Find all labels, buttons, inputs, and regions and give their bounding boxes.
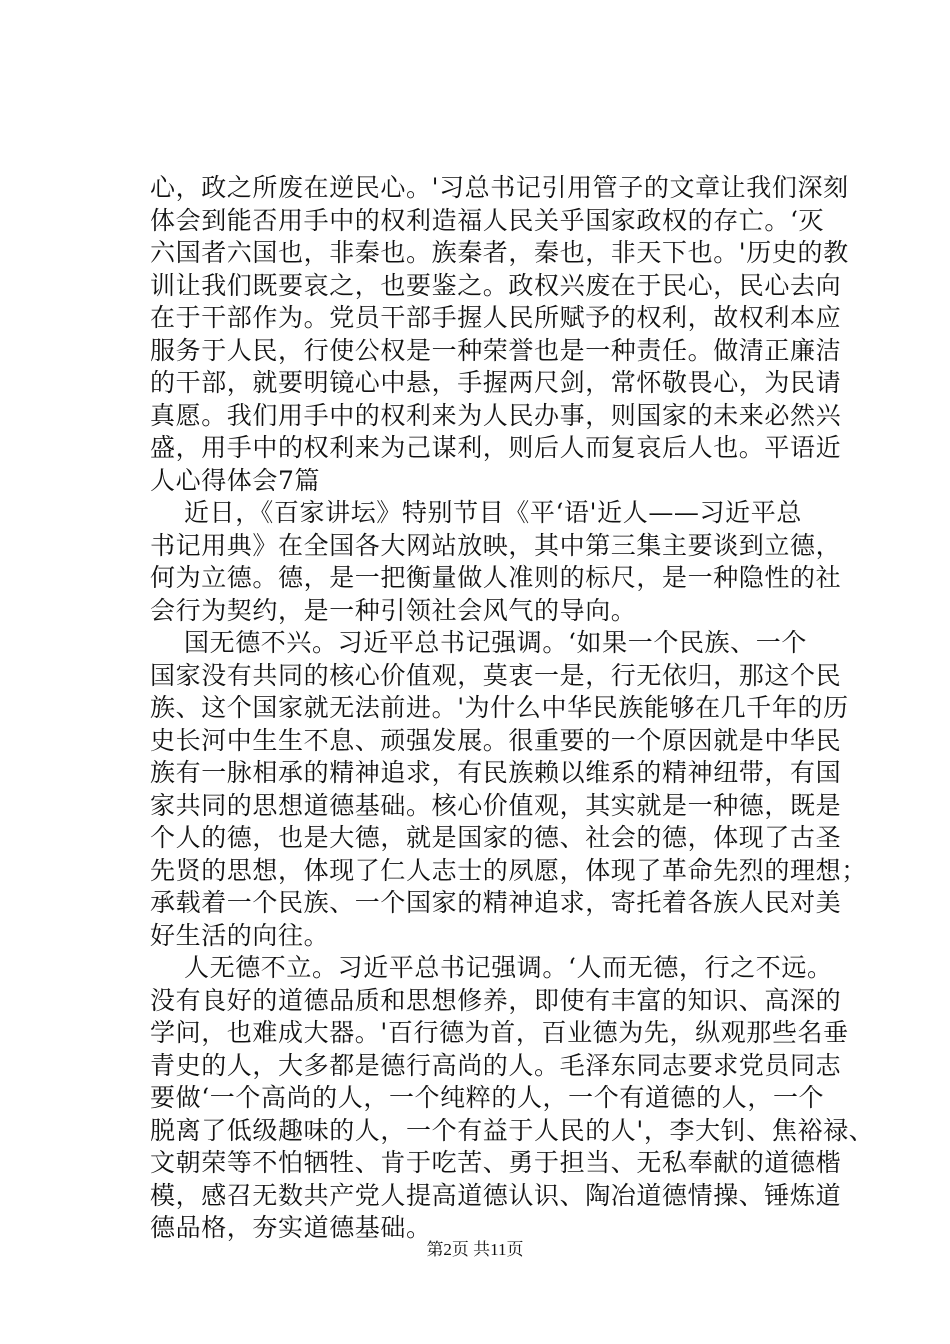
text-line: 青史的人，大多都是德行高尚的人。毛泽东同志要求党员同志 xyxy=(150,1050,842,1080)
text-line: 的干部，就要明镜心中悬，手握两尺剑，常怀敬畏心，为民请 xyxy=(150,368,842,397)
text-line: 书记用典》在全国各大网站放映，其中第三集主要谈到立德， xyxy=(150,530,842,560)
text-line: 心，政之所废在逆民心。'习总书记引用管子的文章让我们深刻 xyxy=(150,173,849,202)
text-line: 个人的德，也是大德，就是国家的德、社会的德，体现了古圣 xyxy=(150,823,842,852)
text-line: 德品格，夯实道德基础。 xyxy=(150,1213,432,1242)
text-line: 模，感召无数共产党人提高道德认识、陶冶道德情操、锤炼道 xyxy=(150,1180,842,1210)
text-line: 没有良好的道德品质和思想修养，即使有丰富的知识、高深的 xyxy=(150,985,842,1015)
text-line: 服务于人民，行使公权是一种荣誉也是一种责任。做清正廉洁 xyxy=(150,335,842,365)
text-line: 体会到能否用手中的权利造福人民关乎国家政权的存亡。‘灭 xyxy=(150,205,825,235)
text-line: 先贤的思想，体现了仁人志士的夙愿，体现了革命先烈的理想； xyxy=(150,855,867,885)
text-line: 人心得体会7篇 xyxy=(150,465,321,495)
text-line: 脱离了低级趣味的人，一个有益于人民的人'，李大钊、焦裕禄、 xyxy=(150,1115,875,1145)
text-line: 族有一脉相承的精神追求，有民族赖以维系的精神纽带，有国 xyxy=(150,758,842,787)
text-line: 真愿。我们用手中的权利来为人民办事，则国家的未来必然兴 xyxy=(150,400,842,430)
paragraph-first-line: 人无德不立。习近平总书记强调。‘人而无德，行之不远。 xyxy=(184,953,833,982)
text-line: 在于干部作为。党员干部手握人民所赋予的权利，故权利本应 xyxy=(150,303,842,332)
text-line: 史长河中生生不息、顽强发展。很重要的一个原因就是中华民 xyxy=(150,725,842,755)
text-line: 学问，也难成大器。'百行德为首，百业德为先，纵观那些名垂 xyxy=(150,1018,849,1047)
text-line: 训让我们既要哀之，也要鉴之。政权兴废在于民心，民心去向 xyxy=(150,270,842,300)
text-line: 文朝荣等不怕牺牲、肯于吃苦、勇于担当、无私奉献的道德楷 xyxy=(150,1148,842,1177)
text-line: 六国者六国也，非秦也。族秦者，秦也，非天下也。'历史的教 xyxy=(150,238,849,267)
body-text xyxy=(150,172,875,1245)
text-line: 好生活的向往。 xyxy=(150,920,330,950)
paragraph-first-line: 近日，《百家讲坛》特别节目《平‘语'近人——习近平总 xyxy=(184,498,802,527)
text-line: 族、这个国家就无法前进。'为什么中华民族能够在几千年的历 xyxy=(150,693,849,722)
page-number-footer: 第2页 共11页 xyxy=(426,1240,524,1259)
text-line: 国家没有共同的核心价值观，莫衷一是，行无依归，那这个民 xyxy=(150,660,842,690)
text-line: 要做‘一个高尚的人，一个纯粹的人，一个有道德的人，一个 xyxy=(150,1083,825,1112)
text-line: 盛，用手中的权利来为己谋利，则后人而复哀后人也。平语近 xyxy=(150,433,842,462)
text-line: 会行为契约，是一种引领社会风气的导向。 xyxy=(150,595,637,625)
paragraph-first-line: 国无德不兴。习近平总书记强调。‘如果一个民族、一个 xyxy=(184,628,807,657)
text-line: 何为立德。德，是一把衡量做人准则的标尺，是一种隐性的社 xyxy=(150,563,842,592)
text-line: 家共同的思想道德基础。核心价值观，其实就是一种德，既是 xyxy=(150,790,842,820)
text-line: 承载着一个民族、一个国家的精神追求，寄托着各族人民对美 xyxy=(150,888,842,917)
